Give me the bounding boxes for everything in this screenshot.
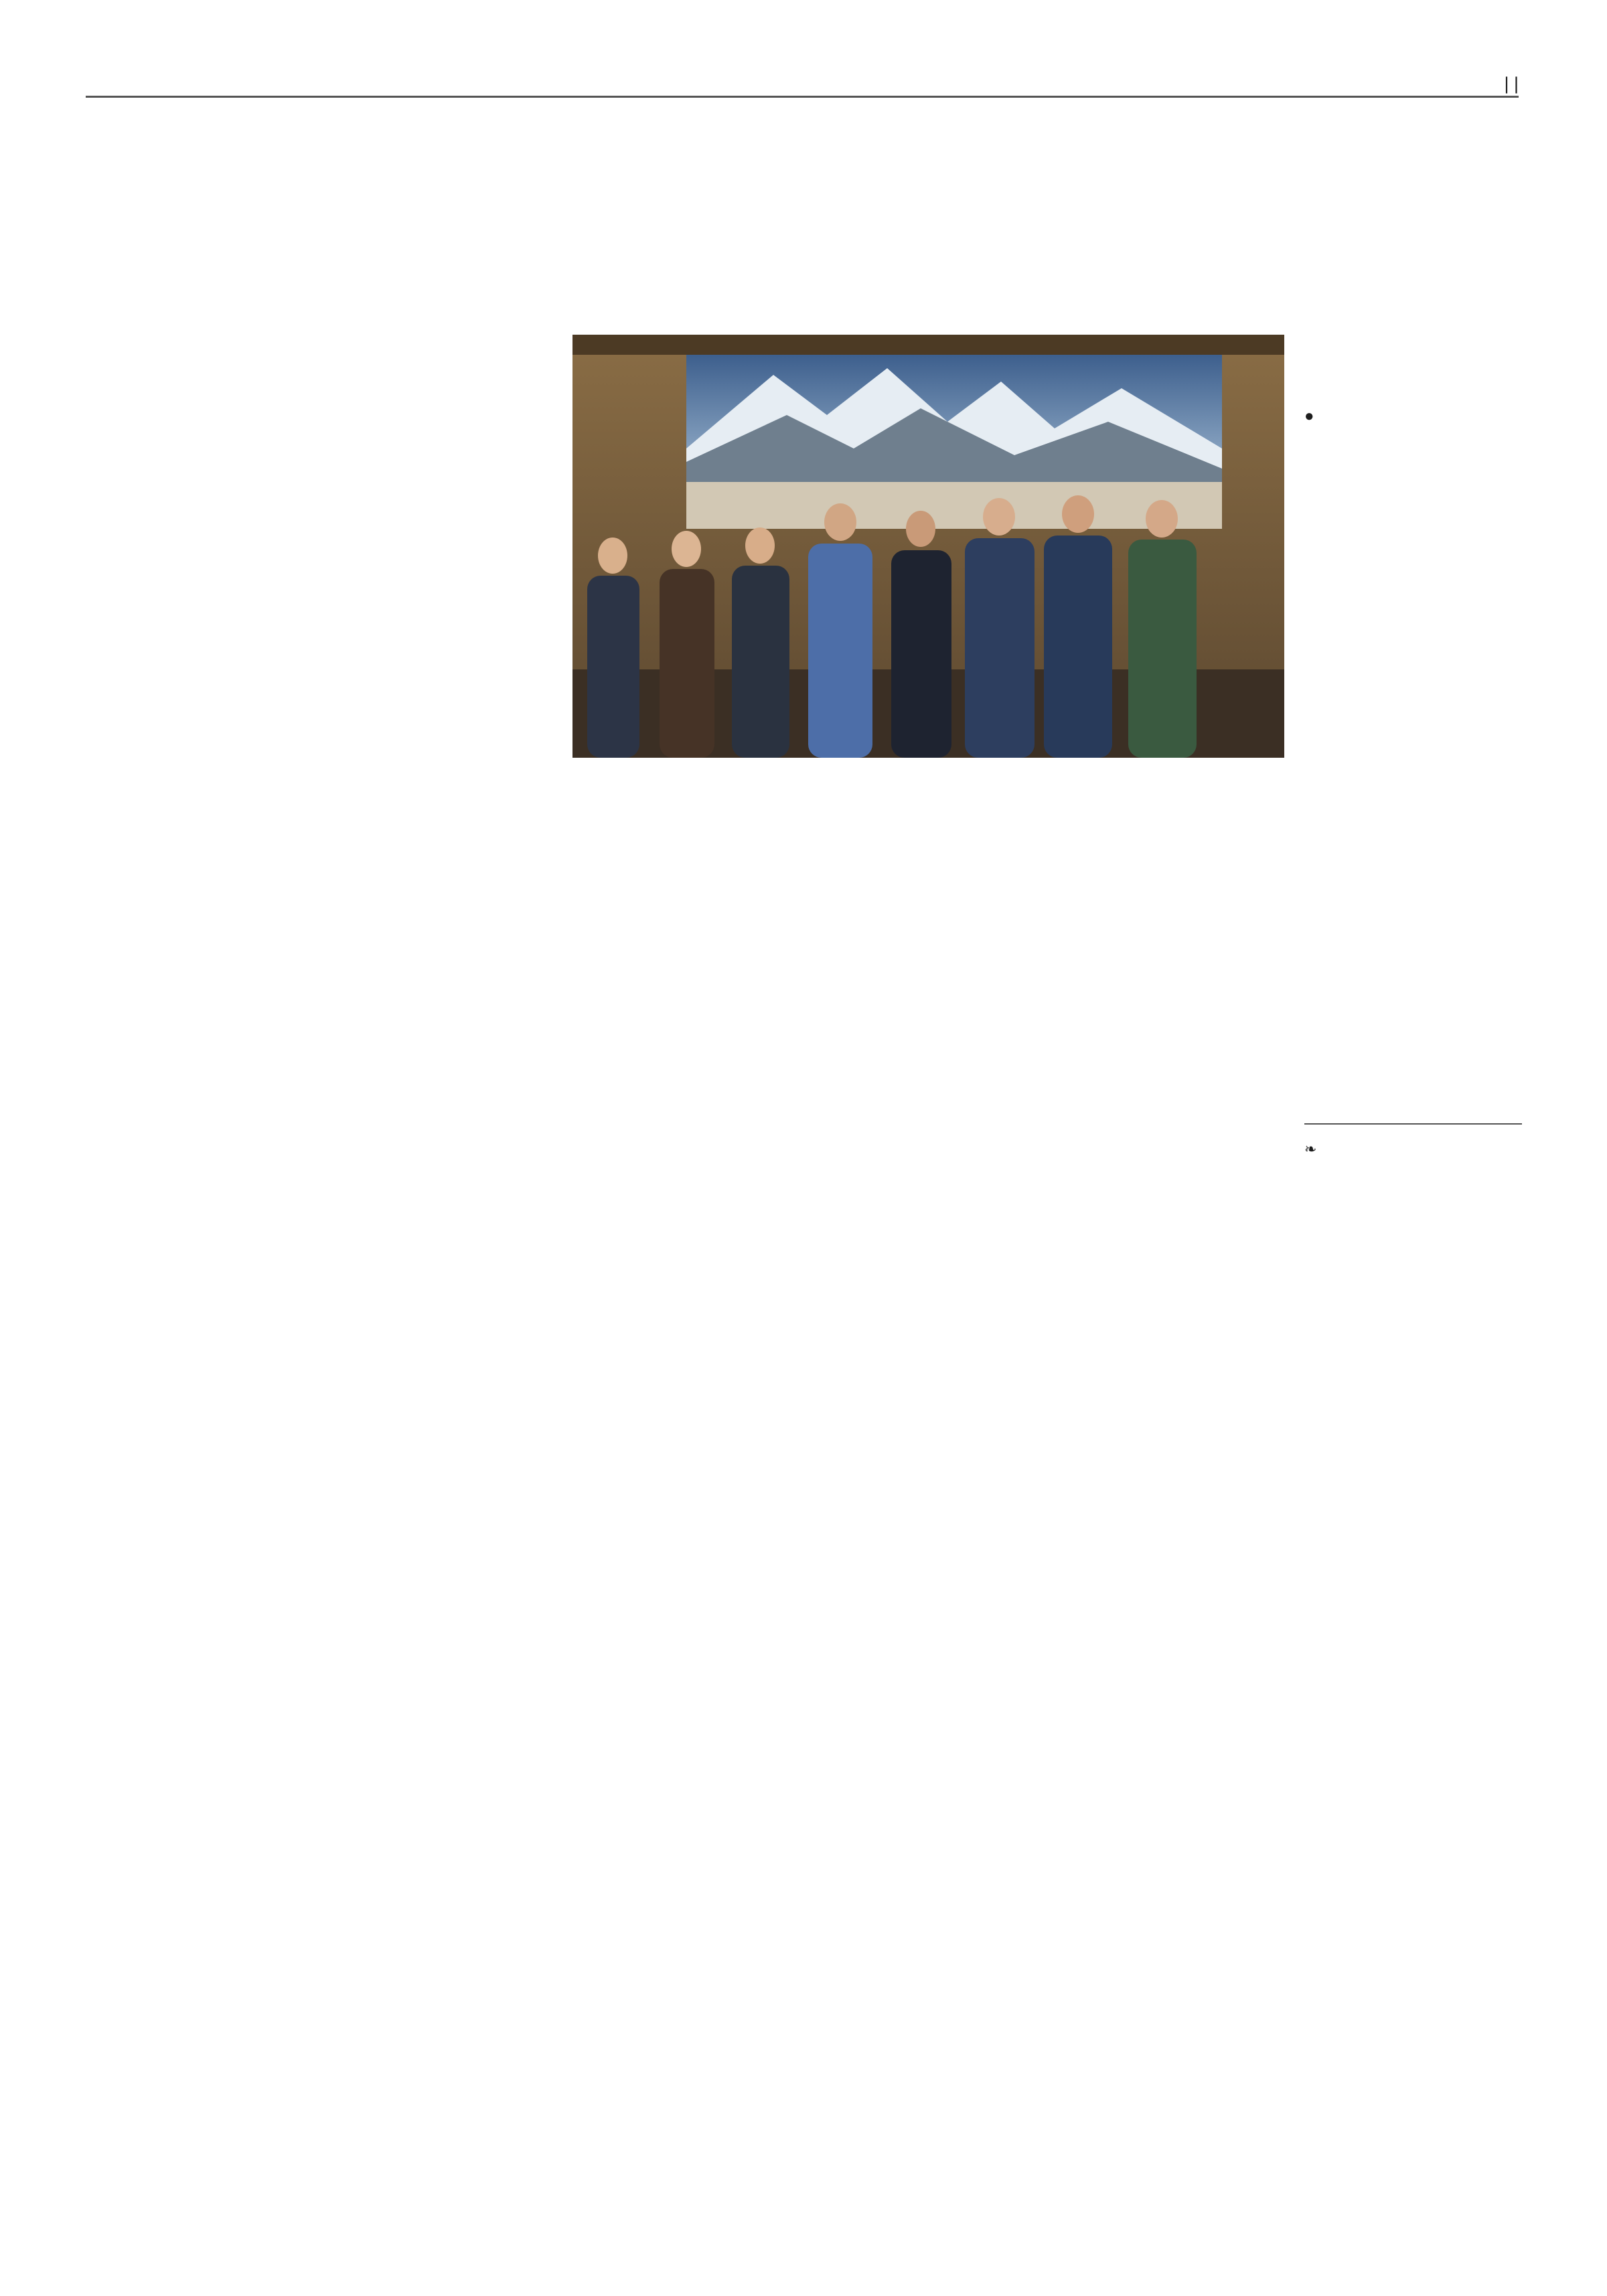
paragraph <box>1304 1138 1522 1161</box>
header-rule <box>86 96 1519 98</box>
article1-column-3 <box>572 807 792 817</box>
bullet-dot-icon: ● <box>1304 407 1314 425</box>
group-photo-illustration <box>572 335 1284 758</box>
masthead-divider: | <box>1513 74 1519 94</box>
article1-column-2 <box>328 482 548 491</box>
article1-column-6 <box>1304 1138 1522 1161</box>
end-mark-icon: ❧ <box>1304 1141 1317 1158</box>
masthead <box>1504 70 1519 96</box>
article1-photo <box>572 335 1284 758</box>
masthead-divider: | <box>1504 74 1514 94</box>
article1-column-1 <box>86 566 304 570</box>
article1-column-4 <box>816 807 1035 817</box>
byline <box>86 499 313 502</box>
sidebar-body <box>1304 406 1522 428</box>
sidebar-rule <box>1304 1123 1522 1125</box>
